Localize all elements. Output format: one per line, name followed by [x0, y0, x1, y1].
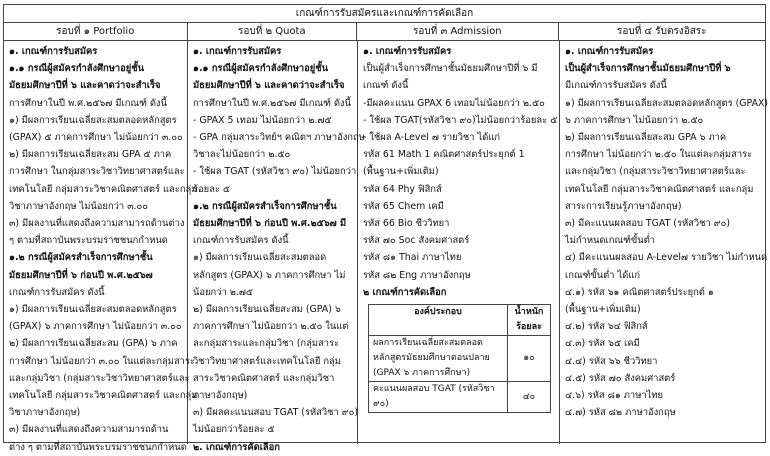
round-1-column	[4, 41, 198, 453]
round-4-line: ๔.๓) รหัส ๖๕ เคมี	[565, 338, 640, 350]
round-2-line: วิชาละไม่น้อยกว่า ๒.๕๐	[193, 149, 291, 161]
round-2-line: ภาษาอังกฤษ)	[193, 390, 248, 402]
criteria-text: (GPAX ๖ ภาคการศึกษา)	[373, 368, 471, 379]
round-3-line: - ใช้ผล TGAT(รหัสวิชา ๙๐)ไม่น้อยกว่าร้อยละ ๕	[363, 114, 558, 126]
criteria-text: ๙๐)	[373, 399, 389, 410]
round-2-header: รอบที่ ๒ Quota	[188, 23, 358, 40]
round-4-column	[560, 41, 767, 444]
round-header-row	[4, 23, 765, 41]
criteria-component	[369, 382, 508, 413]
round-3-line: - ใช้ผล A-Level ๗ รายวิชา ได้แก่	[363, 132, 501, 144]
round-2-line: ๒) มีผลการเรียนเฉลี่ยสะสม (GPA) ๖	[193, 304, 341, 316]
round-1-line: ๓) มีผลงานที่แสดงถึงความสามารถด้าน	[9, 424, 169, 436]
round-2-line: ๓) มีผลคะแนนสอบ TGAT (รหัสวิชา ๙๐)	[193, 407, 359, 419]
round-4-line: ๔.๔) รหัส ๖๖ ชีววิทยา	[565, 355, 658, 367]
criteria-weight: ๑๐	[508, 336, 551, 382]
round-2-line: ไม่น้อยกว่าร้อยละ ๕	[193, 424, 275, 436]
round-4-line: และกลุ่มวิชา (กลุ่มสาระวิชาวิทยาศาสตร์และ	[565, 166, 746, 178]
round-4-line: ไม่กำหนดเกณฑ์ขั้นต่ำ	[565, 235, 656, 247]
round-2-line: หลักสูตร (GPAX) ๖ ภาคการศึกษา ไม่	[193, 269, 346, 281]
round-1-line: เกณฑ์การรับสมัคร ดังนี้	[9, 286, 105, 298]
round-3-line: รหัส 66 Bio ชีววิทยา	[363, 218, 450, 230]
round-2-line: ๒. เกณฑ์การคัดเลือก	[193, 441, 280, 453]
round-2-line: ละกลุ่มสาระและกลุ่มวิชา (กลุ่มสาระ	[193, 338, 340, 350]
criteria-component	[369, 336, 508, 382]
round-body-row	[4, 41, 769, 453]
round-3-line: รหัส 65 Chem เคมี	[363, 200, 444, 212]
round-1-line: (GPAX) ๕ ภาคการศึกษา ไม่น้อยกว่า ๓.๐๐	[9, 132, 183, 144]
round-4-line: ๔.๒) รหัส ๖๔ ฟิสิกส์	[565, 321, 648, 333]
round-3-line: (พื้นฐาน+เพิ่มเติม)	[363, 166, 439, 178]
round-2-line: ๑.๒ กรณีผู้สมัครสำเร็จการศึกษาชั้น	[193, 200, 337, 212]
round-1-line: เทคโนโลยี กลุ่มสาระวิชาคณิตศาสตร์ และกลุ่ม	[9, 390, 198, 402]
round-1-line: การศึกษาในปี พ.ศ.๒๕๖๗ มีเกณฑ์ ดังนี้	[9, 97, 167, 109]
round-4-line: เกณฑ์ขั้นต่ำ ได้แก่	[565, 269, 641, 281]
round-1-line: ๑) มีผลการเรียนเฉลี่ยสะสมตลอดหลักสูตร	[9, 114, 177, 126]
round-4-line: ๓) มีคะแนนผลสอบ TGAT (รหัสวิชา ๙๐)	[565, 218, 731, 230]
criteria-text: คะแนนผลสอบ TGAT (รหัสวิชา	[373, 384, 495, 395]
round-1-line: และกลุ่มวิชา (กลุ่มสาระวิชาวิทยาศาสตร์และ	[9, 372, 190, 384]
criteria-row	[369, 382, 551, 413]
round-4-line: ๔.๕) รหัส ๗๐ สังคมศาสตร์	[565, 372, 676, 384]
round-3-line: รหัส 61 Math 1 คณิตศาสตร์ประยุกต์ 1	[363, 149, 525, 161]
criteria-text: หลักสูตรมัธยมศึกษาตอนปลาย	[373, 353, 490, 364]
round-2-line: - GPAX 5 เทอม ไม่น้อยกว่า ๒.๗๕	[193, 114, 332, 126]
round-4-line: เทคโนโลยี กลุ่มสาระวิชาคณิตศาสตร์ และกลุ่ม	[565, 183, 754, 195]
round-2-line: ภาคการศึกษา ไม่น้อยกว่า ๒.๕๐ ในแต่	[193, 321, 349, 333]
weight-header-line-2: ร้อยละ	[516, 322, 542, 333]
round-2-line: ๑. เกณฑ์การรับสมัคร	[193, 46, 282, 57]
round-1-line: ๆ ตามที่สถาบันพระบรมราชชนกกำหนด	[9, 235, 168, 247]
round-4-header: รอบที่ ๔ รับตรงอิสระ	[616, 26, 707, 37]
criteria-row	[369, 336, 551, 382]
round-3-line: ๑. เกณฑ์การรับสมัคร	[363, 46, 452, 57]
round-1-line: มัธยมศึกษาปีที่ ๖ และคาดว่าจะสำเร็จ	[9, 80, 161, 92]
round-2-line: การศึกษาในปี พ.ศ.๒๕๖๗ มีเกณฑ์ ดังนี้	[193, 97, 351, 109]
round-3-line: เกณฑ์ ดังนี้	[363, 80, 409, 92]
criteria-weight: ๔๐	[508, 382, 551, 413]
round-2-line: ๑.๑ กรณีผู้สมัครกำลังศึกษาอยู่ชั้น	[193, 63, 329, 75]
selection-criteria-table	[368, 304, 551, 413]
round-1-line: ๑. เกณฑ์การรับสมัคร	[9, 46, 98, 57]
round-1-line: เทคโนโลยี กลุ่มสาระวิชาคณิตศาสตร์ และกลุ่ม	[9, 183, 198, 195]
criteria-component-header: องค์ประกอบ	[369, 305, 508, 336]
round-1-line: ต่าง ๆ ตามที่สถาบันพระบรมราชชนกกำหนด	[9, 441, 187, 453]
admission-criteria-table	[3, 4, 769, 453]
round-2-column	[188, 41, 365, 453]
round-1-header: รอบที่ ๑ Portfolio	[4, 23, 188, 40]
round-3-line: รหัส ๘๒ Eng ภาษาอังกฤษ	[363, 269, 471, 281]
round-3-lines	[363, 43, 558, 301]
round-4-line: ๔) มีคะแนนผลสอบ A-Level๗ รายวิชา ไม่กำหนด	[565, 252, 768, 264]
round-4-line: สาระการเรียนรู้ภาษาอังกฤษ)	[565, 200, 682, 212]
round-2-line: วิชาวิทยาศาสตร์และเทคโนโลยี กลุ่ม	[193, 355, 341, 367]
round-1-line: ๑.๒ กรณีผู้สมัครสำเร็จการศึกษาชั้น	[9, 252, 153, 264]
criteria-weight-header	[508, 305, 551, 336]
round-1-line: ๒) มีผลการเรียนเฉลี่ยสะสม GPA ๕ ภาค	[9, 149, 172, 161]
round-1-line: การศึกษา ในกลุ่มสาระวิชาวิทยาศาสตร์และ	[9, 166, 185, 178]
round-2-line: น้อยกว่า ๒.๗๕	[193, 286, 254, 298]
round-3-line: รหัส ๗๐ Soc สังคมศาสตร์	[363, 235, 470, 247]
round-4-line: ๔.๗) รหัส ๘๒ ภาษาอังกฤษ	[565, 407, 676, 419]
table-title: เกณฑ์การรับสมัครและเกณฑ์การคัดเลือก	[4, 5, 765, 23]
round-2-line: ร้อยละ ๕	[193, 183, 231, 195]
weight-header-line-1: น้ำหนัก	[514, 307, 544, 318]
round-1-line: การศึกษา ไม่น้อยกว่า ๓.๐๐ ในแต่ละกลุ่มสาระ	[9, 355, 196, 367]
round-4-line: ๖ ภาคการศึกษา ไม่น้อยกว่า ๒.๕๐	[565, 114, 704, 126]
round-1-line: ๑.๑ กรณีผู้สมัครกำลังศึกษาอยู่ชั้น	[9, 63, 145, 75]
round-3-header: รอบที่ ๓ Admission	[357, 23, 558, 40]
round-2-line: - ใช้ผล TGAT (รหัสวิชา ๙๐) ไม่น้อยกว่า	[193, 166, 357, 178]
round-4-line: (พื้นฐาน+เพิ่มเติม)	[565, 304, 641, 316]
round-2-line: เกณฑ์การรับสมัคร ดังนี้	[193, 235, 289, 247]
round-1-line: ๑) มีผลการเรียนเฉลี่ยสะสมตลอดหลักสูตร	[9, 304, 177, 316]
round-1-line: มัธยมศึกษาปีที่ ๖ ก่อนปี พ.ศ.๒๕๖๗	[9, 269, 153, 281]
round-4-line: ๔.๖) รหัส ๘๑ ภาษาไทย	[565, 390, 664, 402]
round-4-line: เป็นผู้สำเร็จการศึกษาชั้นมัธยมศึกษาปีที่ ๖	[565, 63, 731, 75]
round-3-line: เป็นผู้สำเร็จการศึกษาชั้นมัธยมศึกษาปีที่ ๖ มี	[363, 63, 538, 75]
round-1-line: ๓) มีผลงานที่แสดงถึงความสามารถด้านต่าง	[9, 218, 185, 230]
round-2-line: สาระวิชาคณิตศาสตร์ และกลุ่มวิชา	[193, 372, 335, 384]
criteria-header-row	[369, 305, 551, 336]
round-4-line: มีเกณฑ์การรับสมัคร ดังนี้	[565, 80, 667, 92]
round-3-line: -มีผลคะแนน GPAX 6 เทอมไม่น้อยกว่า ๒.๕๐	[363, 97, 545, 109]
round-3-line: ๒ เกณฑ์การคัดเลือก	[363, 286, 447, 298]
round-4-line: ๑. เกณฑ์การรับสมัคร	[565, 46, 654, 57]
round-1-line: วิชาภาษาอังกฤษ)	[9, 407, 81, 419]
round-4-line: การศึกษา ไม่น้อยกว่า ๒.๕๐ ในแต่ละกลุ่มสาระ	[565, 149, 753, 161]
round-3-column	[358, 41, 560, 444]
round-3-line: รหัส 64 Phy ฟิสิกส์	[363, 183, 442, 195]
round-1-line: (GPAX) ๖ ภาคการศึกษา ไม่น้อยกว่า ๓.๐๐	[9, 321, 182, 333]
round-2-line: - GPA กลุ่มสาระวิทย์ฯ คณิตฯ ภาษาอังกฤษ	[193, 132, 365, 144]
round-2-line: มัธยมศึกษาปีที่ ๖ และคาดว่าจะสำเร็จ	[193, 80, 345, 92]
round-1-line: ๒) มีผลการเรียนเฉลี่ยสะสม (GPA) ๖ ภาค	[9, 338, 178, 350]
round-2-line: ๑) มีผลการเรียนเฉลี่ยสะสมตลอด	[193, 252, 327, 264]
round-4-line: ๔.๑) รหัส ๖๑ คณิตศาสตร์ประยุกต์ ๑	[565, 286, 714, 298]
criteria-text: ผลการเรียนเฉลี่ยสะสมตลอด	[373, 338, 483, 349]
round-1-line: วิชาภาษาอังกฤษ ไม่น้อยกว่า ๓.๐๐	[9, 200, 148, 212]
round-4-line: ๒) มีผลการเรียนเฉลี่ยสะสม GPA ๖ ภาค	[565, 132, 727, 144]
round-2-line: มัธยมศึกษาปีที่ ๖ ก่อนปี พ.ศ.๒๕๖๗ มี	[193, 218, 347, 230]
round-3-line: รหัส ๘๑ Thai ภาษาไทย	[363, 252, 462, 264]
round-4-line: ๑) มีผลการเรียนเฉลี่ยสะสมตลอดหลักสูตร (GPAX)	[565, 97, 769, 109]
